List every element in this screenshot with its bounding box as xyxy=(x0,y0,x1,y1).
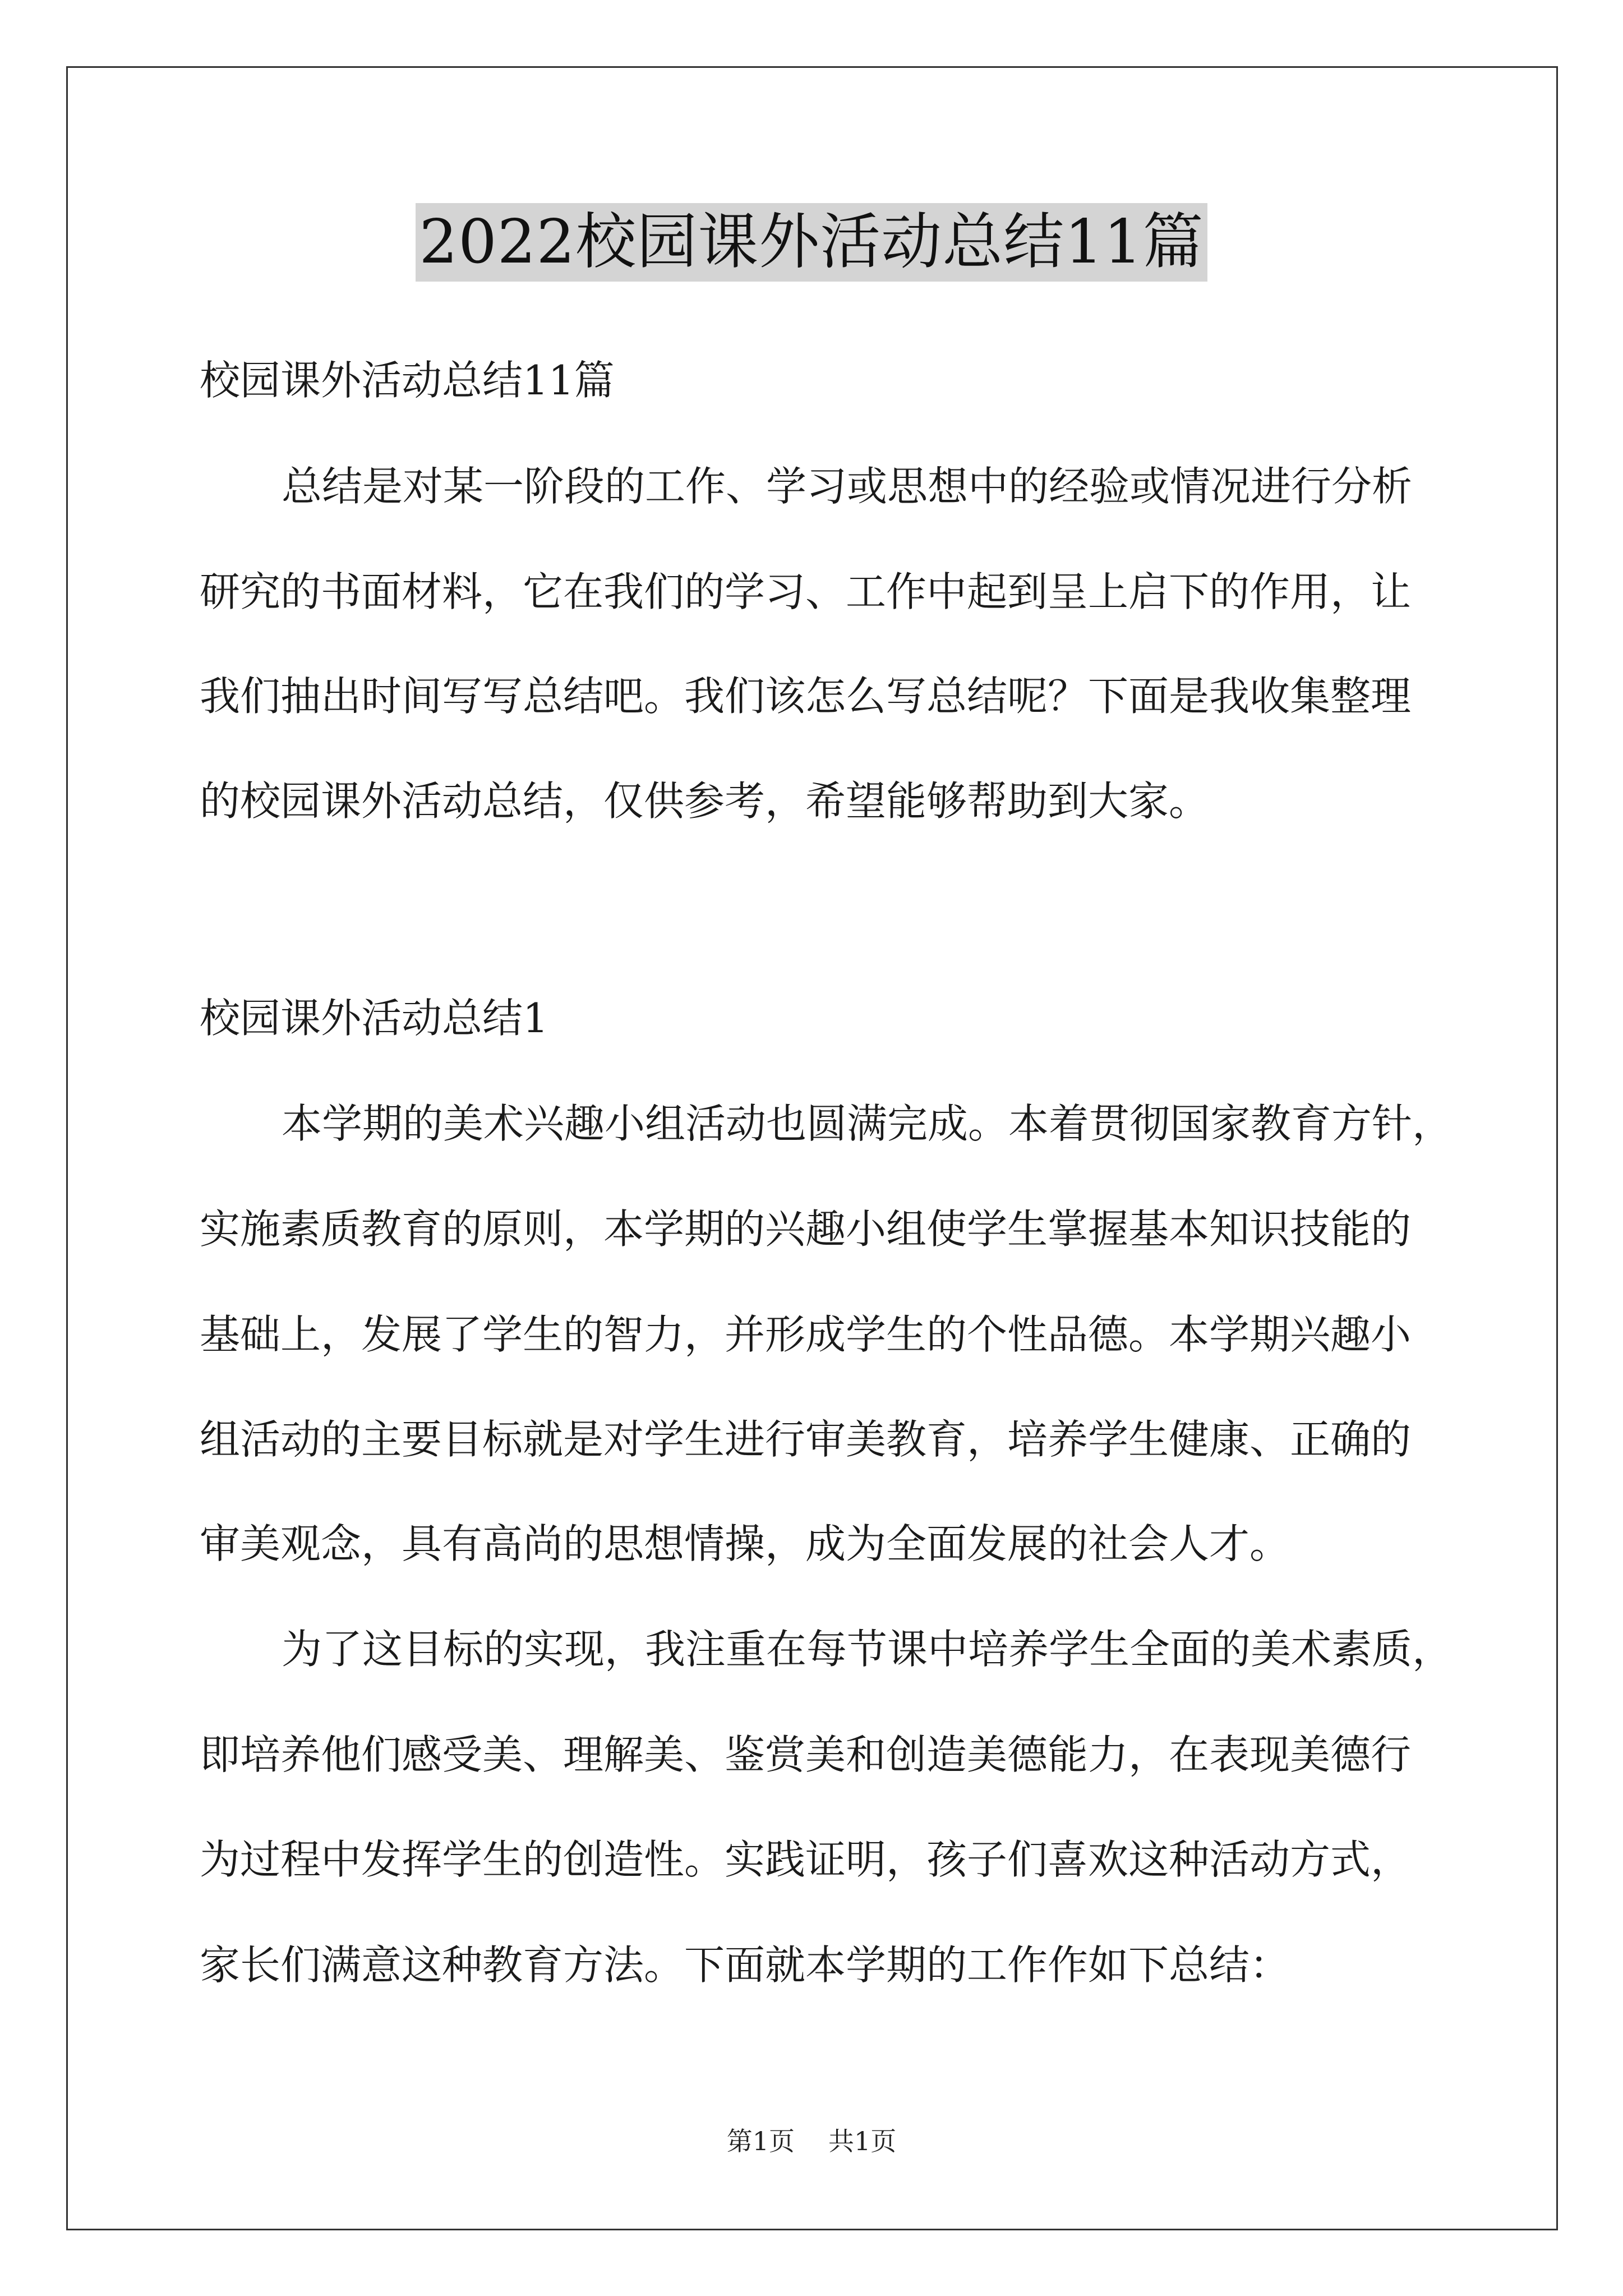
intro-line-2: 研究的书面材料，它在我们的学习、工作中起到呈上启下的作用，让 xyxy=(200,568,1412,615)
intro-line-3: 我们抽出时间写写总结吧。我们该怎么写总结呢？下面是我收集整理 xyxy=(200,673,1412,720)
paragraph1-line-5: 审美观念，具有高尚的思想情操，成为全面发展的社会人才。 xyxy=(200,1520,1290,1567)
paragraph2-line-2: 即培养他们感受美、理解美、鉴赏美和创造美德能力，在表现美德行 xyxy=(200,1731,1412,1778)
page-number-total: 共1页 xyxy=(828,2126,897,2156)
paragraph1-line-1: 本学期的美术兴趣小组活动也圆满完成。本着贯彻国家教育方针， xyxy=(282,1100,1453,1147)
title-container xyxy=(0,203,1623,282)
document-title: 2022校园课外活动总结11篇 xyxy=(416,203,1207,282)
paragraph1-line-2: 实施素质教育的原则，本学期的兴趣小组使学生掌握基本知识技能的 xyxy=(200,1205,1412,1253)
section-heading: 校园课外活动总结1 xyxy=(200,995,548,1042)
paragraph1-line-3: 基础上，发展了学生的智力，并形成学生的个性品德。本学期兴趣小 xyxy=(200,1311,1412,1358)
paragraph2-line-4: 家长们满意这种教育方法。下面就本学期的工作作如下总结： xyxy=(200,1941,1290,1989)
document-subtitle: 校园课外活动总结11篇 xyxy=(200,357,615,404)
paragraph2-line-1: 为了这目标的实现，我注重在每节课中培养学生全面的美术素质， xyxy=(282,1626,1453,1673)
page-footer xyxy=(0,2124,1623,2158)
intro-line-1: 总结是对某一阶段的工作、学习或思想中的经验或情况进行分析 xyxy=(282,463,1413,510)
intro-line-4: 的校园课外活动总结，仅供参考，希望能够帮助到大家。 xyxy=(200,777,1210,825)
paragraph1-line-4: 组活动的主要目标就是对学生进行审美教育，培养学生健康、正确的 xyxy=(200,1416,1412,1463)
page-number-current: 第1页 xyxy=(726,2126,795,2156)
paragraph2-line-3: 为过程中发挥学生的创造性。实践证明，孩子们喜欢这种活动方式， xyxy=(200,1836,1412,1883)
